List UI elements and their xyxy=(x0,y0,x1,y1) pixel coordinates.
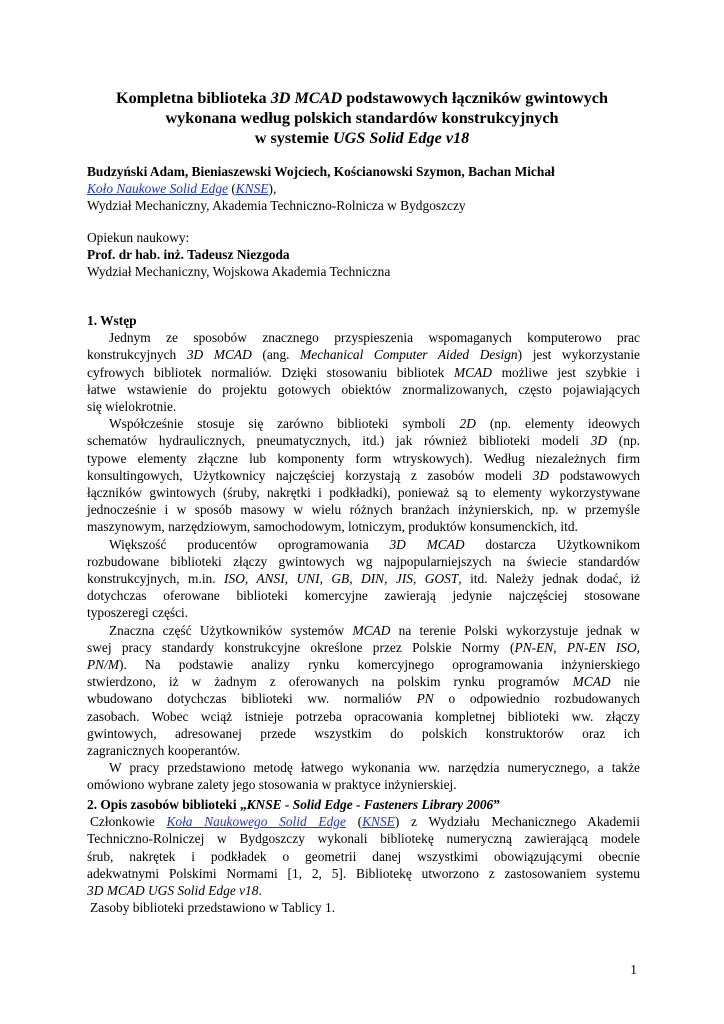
supervisor-label: Opiekun naukowy: xyxy=(87,230,190,245)
paragraph: Znaczna część Użytkowników systemów MCAD na terenie Polski wykorzystuje jednak w swej pracy standardy konstrukcyjne określone przez Polskie Normy (PN-EN, PN-EN ISO, PN/M). Na podstawie analizy rynku komercyjnego oprogramowania inżynierskiego stwierdzono, iż w żadnym z oferowanych na polskim rynku programów MCAD nie wbudowano dotychczas biblioteki ww. normaliów PN o odpowiednio rozbudowanych zasobach. Wobec wciąż istnieje potrzeba opracowania kompletnej biblioteki ww. złączy gwintowych, adresowanej przede wszystkim do polskich konstruktorów oraz ich zagranicznych kooperantów. xyxy=(87,622,641,759)
club-abbr-link[interactable]: KNSE xyxy=(235,181,269,197)
title-line-2: wykonana według polskich standardów konstrukcyjnych xyxy=(165,109,559,127)
author-club: Koło Naukowe Solid Edge (KNSE), xyxy=(87,181,277,197)
title-line-1: Kompletna biblioteka 3D MCAD podstawowych łączników gwintowych xyxy=(116,89,608,107)
supervisor-affiliation: Wydział Mechaniczny, Wojskowa Akademia Techniczna xyxy=(87,264,391,280)
author-affiliation: Wydział Mechaniczny, Akademia Techniczno-Rolnicza w Bydgoszczy xyxy=(87,198,466,214)
paragraph: W pracy przedstawiono metodę łatwego wykonania ww. narzędzia numerycznego, a także omówiono wybrane zalety jego stosowania w praktyce inżynierskiej. xyxy=(87,760,640,793)
paragraph: Większość producentów oprogramowania 3D MCAD dostarcza Użytkownikom rozbudowane biblioteki złączy gwintowych wg najpopularniejszych na świecie standardów konstrukcyjnych, m.in. ISO, ANSI, UNI, GB, DIN, JIS, GOST, itd. Należy jednak dodać, iż dotychczas oferowane biblioteki komercyjne zawierają jedynie najczęściej stosowane typoszeregi części. xyxy=(87,536,640,621)
section-2-heading: 2. Opis zasobów biblioteki „KNSE - Solid Edge - Fasteners Library 2006” xyxy=(87,797,500,812)
club-abbr-link[interactable]: KNSE xyxy=(362,814,395,830)
section-1-heading: 1. Wstęp xyxy=(87,313,137,328)
section-1 xyxy=(87,312,640,794)
paper-title xyxy=(60,88,664,148)
section-2 xyxy=(87,796,640,916)
supervisor-block xyxy=(87,229,640,281)
paragraph: Jednym ze sposobów znacznego przyspieszenia wspomaganych komputerowo prac konstrukcyjnych 3D MCAD (ang. Mechanical Computer Aided Design) jest wykorzystanie cyfrowych bibliotek normaliów. Dzięki stosowaniu bibliotek MCAD możliwe jest szybkie i łatwe wstawienie do projektu gotowych obiektów znormalizowanych, często pojawiających się wielokrotnie. xyxy=(87,330,640,415)
club-link[interactable]: Koło Naukowe Solid Edge xyxy=(87,181,228,197)
paragraph: Zasoby biblioteki przedstawiono w Tablicy 1. xyxy=(90,900,336,916)
supervisor-name: Prof. dr hab. inż. Tadeusz Niezgoda xyxy=(87,247,290,263)
club-link[interactable]: Koła Naukowego Solid Edge xyxy=(166,814,346,830)
authors-block xyxy=(87,163,640,215)
paragraph: Współcześnie stosuje się zarówno biblioteki symboli 2D (np. elementy ideowych schematów hydraulicznych, pneumatycznych, itd.) jak również biblioteki modeli 3D (np. typowe elementy złączne lub komponenty form wtryskowych). Według niezależnych firm konsultingowych, Użytkownicy najczęściej korzystają z zasobów modeli 3D podstawowych łączników gwintowych (śruby, nakrętki i podkładki), ponieważ są to elementy wykorzystywane jednocześnie i w sposób masowy w wielu różnych branżach inżynierskich, np. w przemyśle maszynowym, narzędziowym, samochodowym, lotniczym, produktów konsumenckich, itd. xyxy=(87,416,641,535)
page-number: 1 xyxy=(630,962,637,977)
title-line-3: w systemie UGS Solid Edge v18 xyxy=(254,129,470,147)
author-names: Budzyński Adam, Bieniaszewski Wojciech, Kościanowski Szymon, Bachan Michał xyxy=(87,164,555,179)
paragraph: Członkowie Koła Naukowego Solid Edge (KNSE) z Wydziału Mechanicznego Akademii Techniczno-Rolniczej w Bydgoszczy wykonali bibliotekę numeryczną zawierającą modele śrub, nakrętek i podkładek o geometrii danej wszystkimi obowiązującymi obecnie adekwatnymi Polskimi Normami [1, 2, 5]. Bibliotekę utworzono z zastosowaniem systemu 3D MCAD UGS Solid Edge v18. xyxy=(87,814,640,899)
